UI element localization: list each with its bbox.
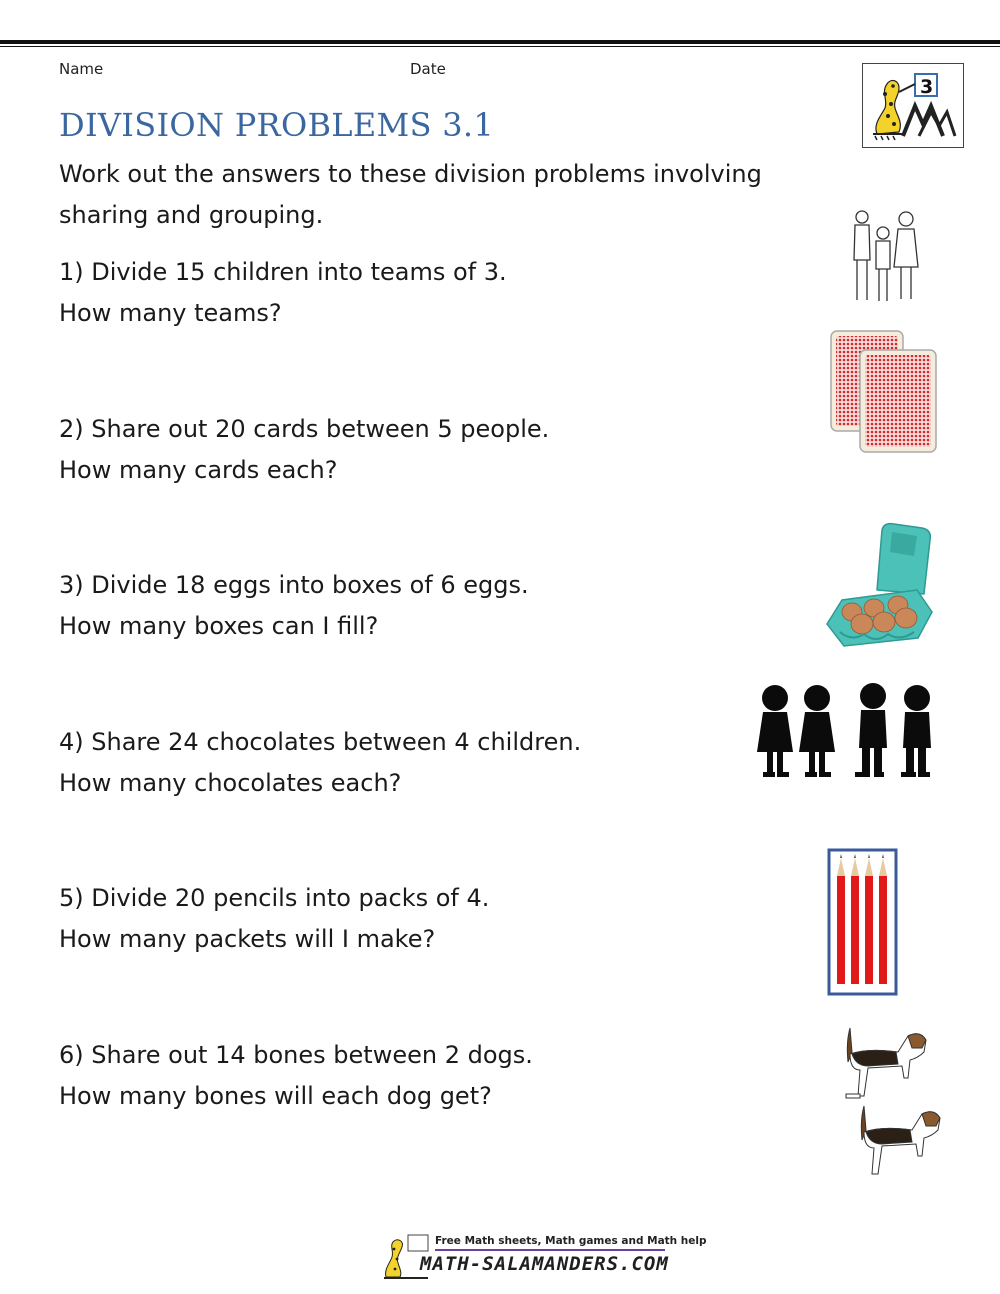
problem-4-question: 4) Share 24 chocolates between 4 children. [59, 728, 582, 756]
problem-1 [59, 252, 507, 334]
date-label: Date [410, 60, 446, 78]
playing-cards-icon [830, 330, 938, 455]
intro-line-2: sharing and grouping. [59, 201, 324, 229]
family-icon [848, 205, 920, 305]
problem-5-ask: How many packets will I make? [59, 925, 436, 953]
intro-text [59, 154, 799, 236]
problem-2 [59, 409, 549, 491]
problem-1-ask: How many teams? [59, 299, 282, 327]
salamander-logo-icon [863, 64, 963, 147]
footer-brand: MATH-SALAMANDERS.COM [420, 1253, 669, 1275]
problem-1-question: 1) Divide 15 children into teams of 3. [59, 258, 507, 286]
problem-4 [59, 722, 581, 804]
footer-underline [435, 1249, 665, 1251]
name-label: Name [59, 60, 104, 78]
problem-6-question: 6) Share out 14 bones between 2 dogs. [59, 1041, 533, 1069]
problem-3 [59, 565, 529, 647]
children-silhouettes-icon [755, 682, 940, 782]
footer-logo [380, 1233, 707, 1283]
problem-5-question: 5) Divide 20 pencils into packs of 4. [59, 884, 490, 912]
egg-box-icon [822, 520, 937, 650]
grade-logo [862, 63, 964, 148]
grade-badge-text: 3 [920, 76, 934, 98]
problem-6-ask: How many bones will each dog get? [59, 1082, 492, 1110]
top-rule-thick [0, 40, 1000, 44]
problem-2-ask: How many cards each? [59, 456, 338, 484]
problem-6 [59, 1035, 533, 1117]
problem-3-question: 3) Divide 18 eggs into boxes of 6 eggs. [59, 571, 529, 599]
page-title: DIVISION PROBLEMS 3.1 [59, 106, 495, 144]
problem-4-ask: How many chocolates each? [59, 769, 402, 797]
problem-2-question: 2) Share out 20 cards between 5 people. [59, 415, 550, 443]
footer-tagline: Free Math sheets, Math games and Math help [435, 1235, 707, 1247]
dogs-icon [838, 1022, 943, 1182]
top-rule-thin [0, 46, 1000, 47]
problem-3-ask: How many boxes can I fill? [59, 612, 379, 640]
problem-5 [59, 878, 489, 960]
intro-line-1: Work out the answers to these division problems involving [59, 160, 762, 188]
pencil-box-icon [827, 848, 899, 996]
